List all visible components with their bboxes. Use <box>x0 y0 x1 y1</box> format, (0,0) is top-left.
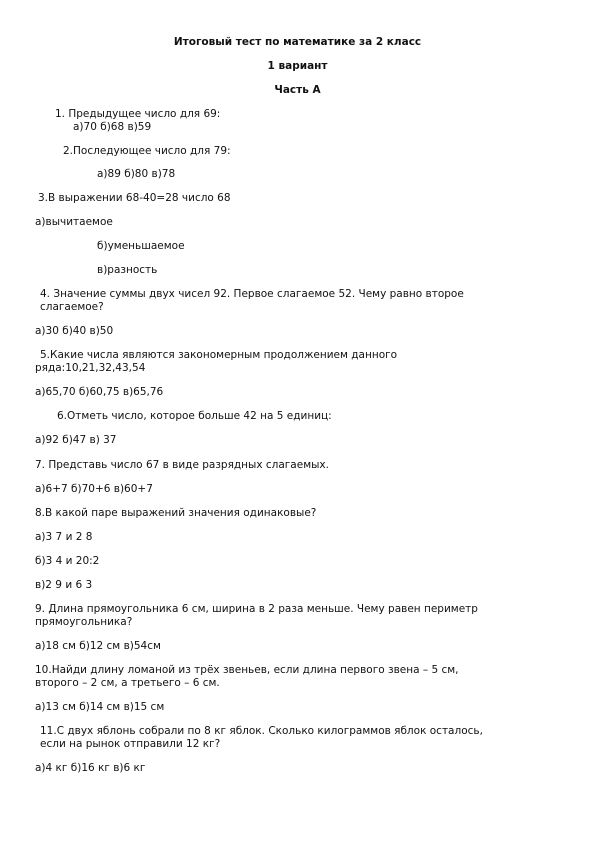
question-8-answer-b: б)3 4 и 20:2 <box>35 555 100 567</box>
question-2-answers: а)89 б)80 в)78 <box>97 168 176 180</box>
question-11-text-line-2: если на рынок отправили 12 кг? <box>40 738 221 750</box>
part-label: Часть А <box>274 84 321 96</box>
question-8-answer-a: а)3 7 и 2 8 <box>35 531 93 543</box>
question-3-answer-b: б)уменьшаемое <box>97 240 185 252</box>
question-9-text-line-1: 9. Длина прямоугольника 6 см, ширина в 2 раза меньше. Чему равен периметр <box>35 603 478 615</box>
question-8-answer-c: в)2 9 и 6 3 <box>35 579 93 591</box>
question-10-text-line-1: 10.Найди длину ломаной из трёх звеньев, если длина первого звена – 5 см, <box>35 664 459 676</box>
question-8-text: 8.В какой паре выражений значения одинаковые? <box>35 507 317 519</box>
question-5-text-line-2: ряда:10,21,32,43,54 <box>35 362 146 374</box>
question-10-text-line-2: второго – 2 см, а третьего – 6 см. <box>35 677 220 689</box>
variant-label: 1 вариант <box>267 60 328 72</box>
question-4-text-line-2: слагаемое? <box>40 301 104 313</box>
question-6-text: 6.Отметь число, которое больше 42 на 5 единиц: <box>57 410 332 422</box>
question-4-answers: а)30 б)40 в)50 <box>35 325 114 337</box>
question-5-answers: а)65,70 б)60,75 в)65,76 <box>35 386 164 398</box>
question-6-answers: а)92 б)47 в) 37 <box>35 434 117 446</box>
question-7-answers: а)6+7 б)70+6 в)60+7 <box>35 483 153 495</box>
question-2-text: 2.Последующее число для 79: <box>63 145 231 157</box>
document-title: Итоговый тест по математике за 2 класс <box>173 36 422 48</box>
question-11-text-line-1: 11.С двух яблонь собрали по 8 кг яблок. Сколько килограммов яблок осталось, <box>40 725 483 737</box>
question-3-answer-a: а)вычитаемое <box>35 216 113 228</box>
question-9-answers: а)18 см б)12 см в)54см <box>35 640 161 652</box>
question-10-answers: а)13 см б)14 см в)15 см <box>35 701 165 713</box>
question-7-text: 7. Представь число 67 в виде разрядных слагаемых. <box>35 459 329 471</box>
question-5-text-line-1: 5.Какие числа являются закономерным продолжением данного <box>40 349 398 361</box>
question-11-answers: а)4 кг б)16 кг в)6 кг <box>35 762 146 774</box>
question-9-text-line-2: прямоугольника? <box>35 616 133 628</box>
question-1-answers: а)70 б)68 в)59 <box>73 121 152 133</box>
question-1-text: 1. Предыдущее число для 69: <box>55 108 221 120</box>
question-3-answer-c: в)разность <box>97 264 158 276</box>
question-4-text-line-1: 4. Значение суммы двух чисел 92. Первое слагаемое 52. Чему равно второе <box>40 288 464 300</box>
question-3-text: 3.В выражении 68-40=28 число 68 <box>38 192 231 204</box>
